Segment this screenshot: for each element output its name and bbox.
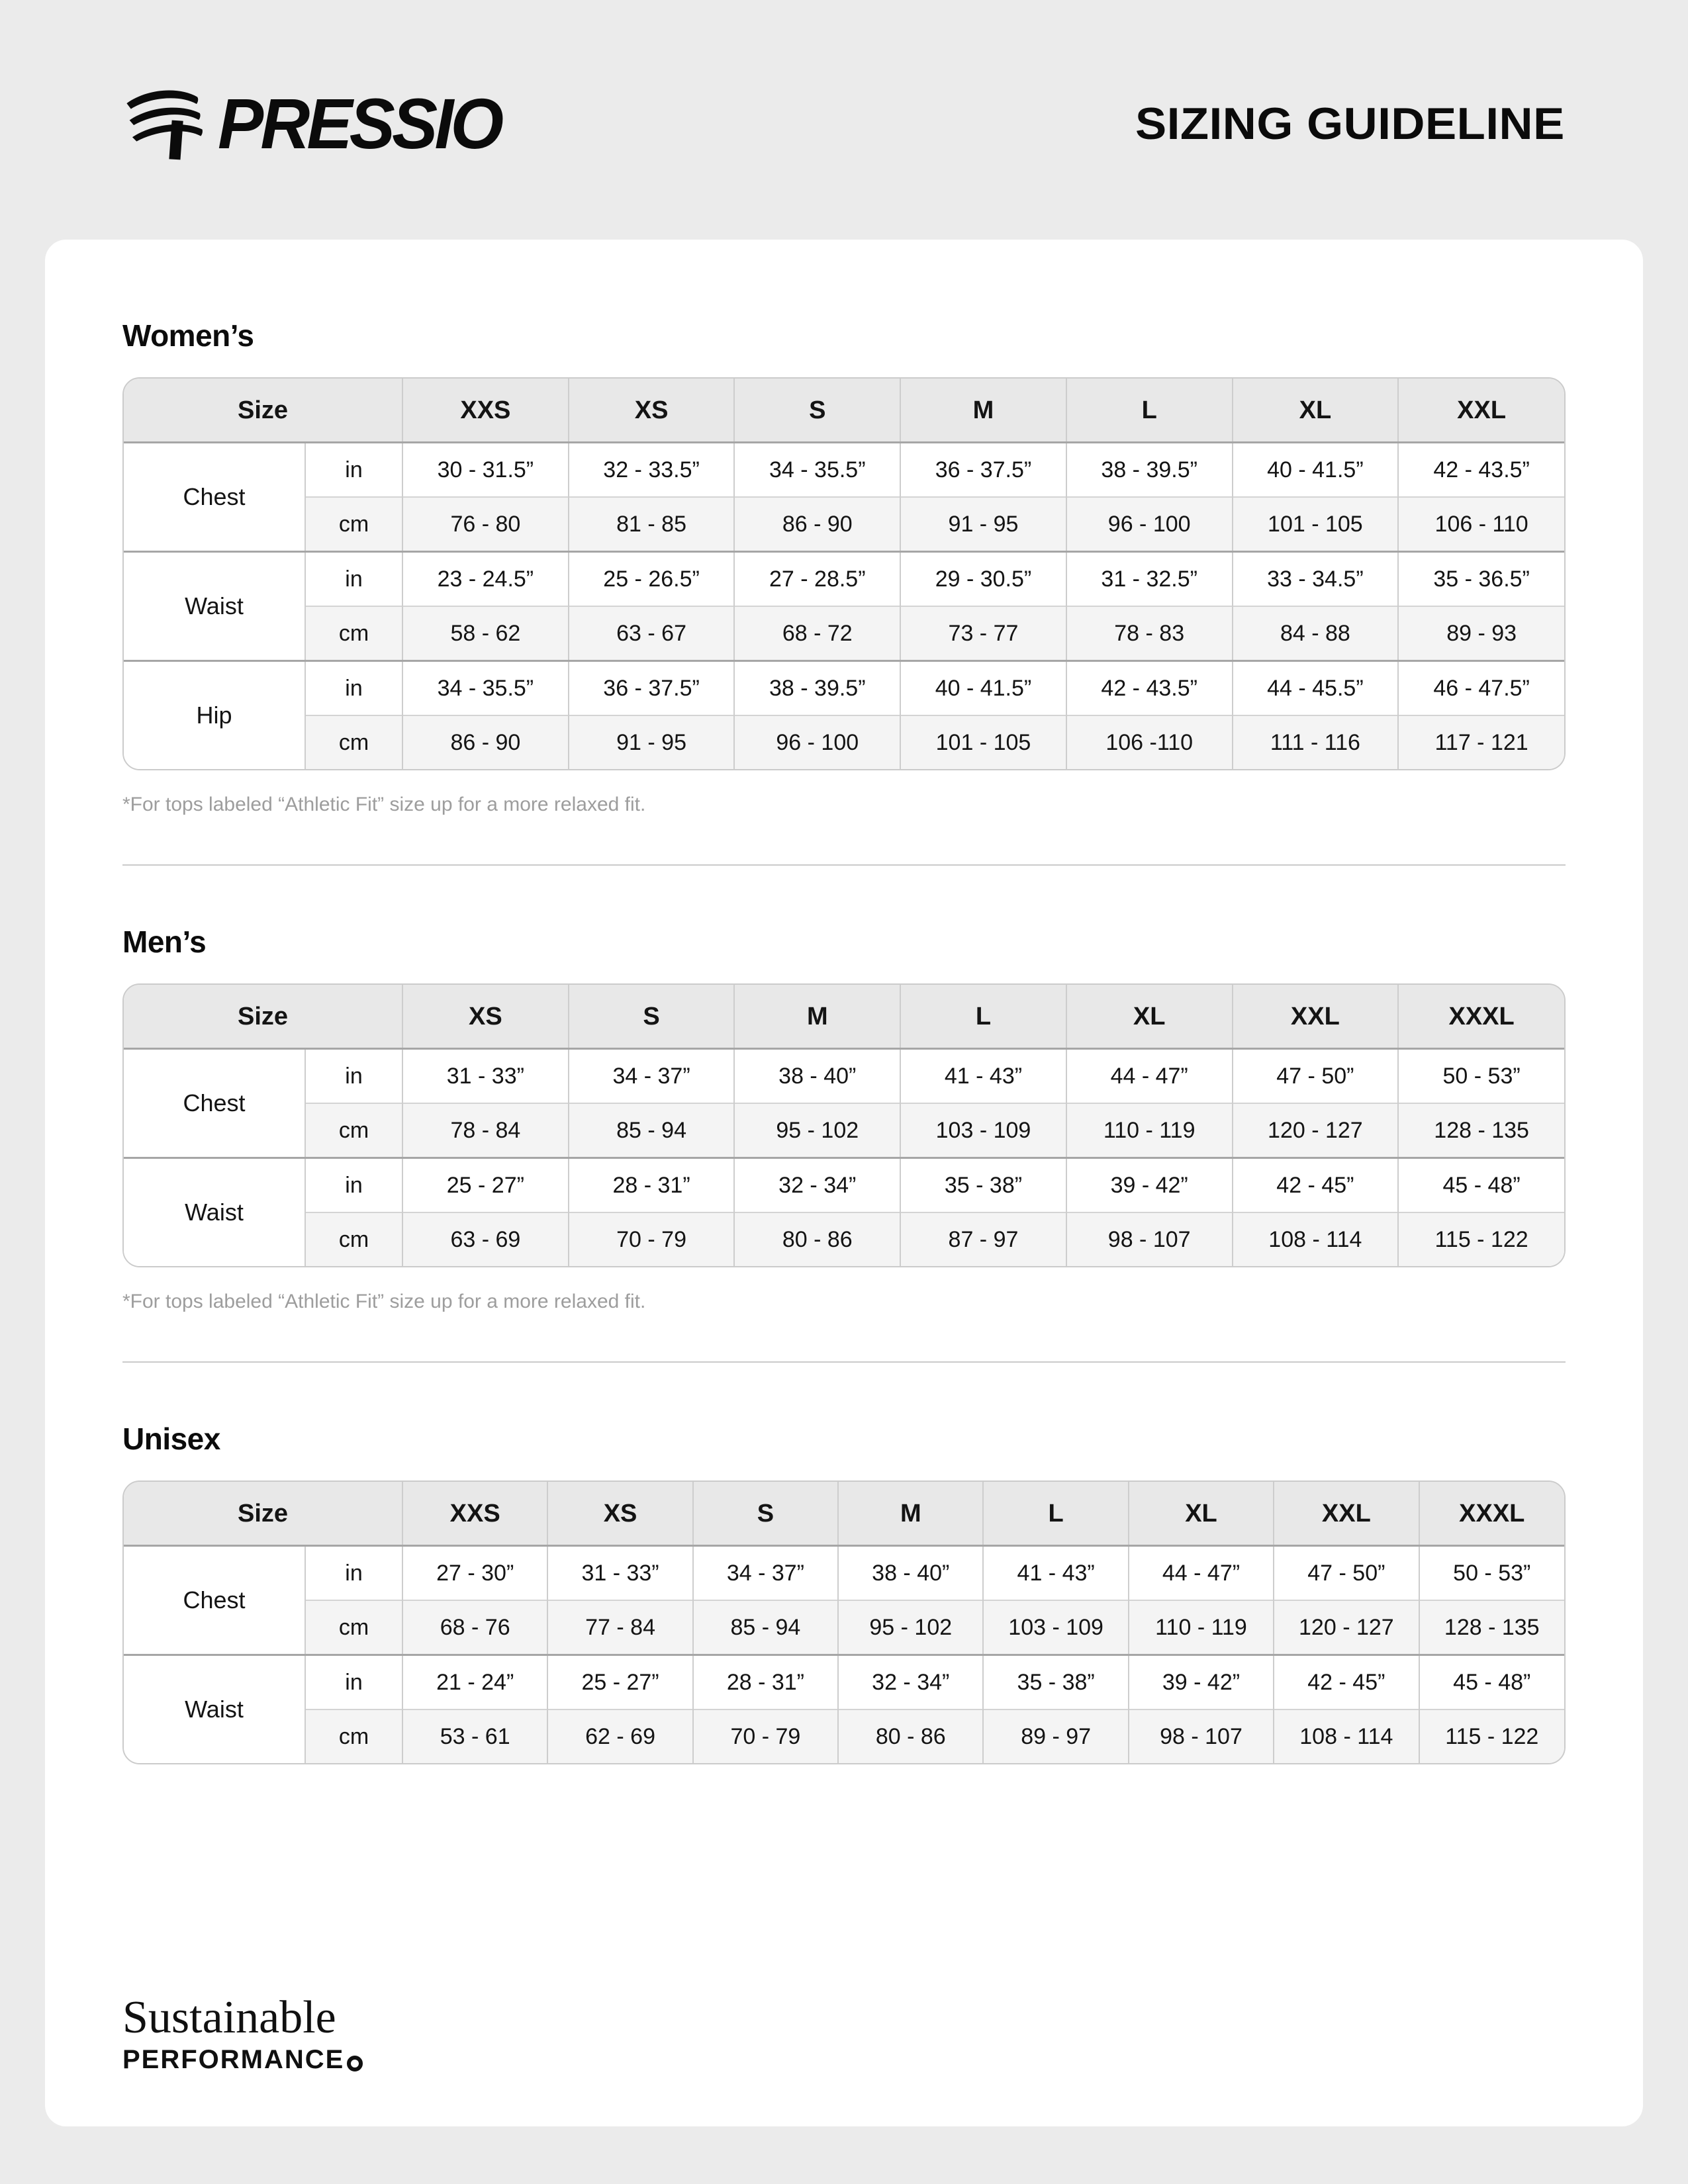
- unisex-size-table: [124, 1482, 1564, 1763]
- unit-label: in: [305, 1158, 402, 1213]
- section-heading-mens: Men’s: [122, 925, 207, 959]
- size-header-l: L: [983, 1482, 1128, 1546]
- cell-value: 45 - 48”: [1419, 1655, 1564, 1710]
- mens-footnote: *For tops labeled “Athletic Fit” size up for a more relaxed fit.: [122, 1291, 646, 1312]
- cell-value: 111 - 116: [1233, 715, 1399, 769]
- cell-value: 36 - 37.5”: [900, 443, 1066, 498]
- size-header-s: S: [693, 1482, 838, 1546]
- cell-value: 86 - 90: [402, 715, 569, 769]
- cell-value: 120 - 127: [1274, 1600, 1419, 1655]
- cell-value: 41 - 43”: [900, 1049, 1066, 1104]
- cell-value: 32 - 33.5”: [569, 443, 735, 498]
- size-header-xl: XL: [1129, 1482, 1274, 1546]
- unit-label: cm: [305, 1600, 402, 1655]
- cell-value: 115 - 122: [1419, 1709, 1564, 1763]
- cell-value: 76 - 80: [402, 497, 569, 552]
- cell-value: 58 - 62: [402, 606, 569, 661]
- cell-value: 95 - 102: [838, 1600, 983, 1655]
- cell-value: 38 - 40”: [838, 1546, 983, 1601]
- mens-table-wrap: [122, 983, 1566, 1267]
- cell-value: 39 - 42”: [1066, 1158, 1233, 1213]
- measurement-label-hip: Hip: [124, 661, 305, 770]
- cell-value: 34 - 35.5”: [734, 443, 900, 498]
- cell-value: 32 - 34”: [734, 1158, 900, 1213]
- cell-value: 32 - 34”: [838, 1655, 983, 1710]
- measurement-label-chest: Chest: [124, 1546, 305, 1655]
- cell-value: 30 - 31.5”: [402, 443, 569, 498]
- footer-logo-caps-text: PERFORMANCE: [122, 2045, 345, 2074]
- size-header-s: S: [569, 985, 735, 1049]
- unit-label: cm: [305, 1709, 402, 1763]
- size-header-l: L: [1066, 379, 1233, 443]
- cell-value: 95 - 102: [734, 1103, 900, 1158]
- size-column-header: Size: [124, 985, 402, 1049]
- womens-table-wrap: [122, 377, 1566, 770]
- cell-value: 50 - 53”: [1398, 1049, 1564, 1104]
- cell-value: 81 - 85: [569, 497, 735, 552]
- measurement-label-waist: Waist: [124, 1158, 305, 1267]
- cell-value: 50 - 53”: [1419, 1546, 1564, 1601]
- cell-value: 108 - 114: [1274, 1709, 1419, 1763]
- unit-label: in: [305, 1546, 402, 1601]
- page-title: SIZING GUIDELINE: [1135, 99, 1565, 149]
- size-column-header: Size: [124, 379, 402, 443]
- cell-value: 96 - 100: [734, 715, 900, 769]
- ring-icon: [347, 2056, 363, 2071]
- section-heading-womens: Women’s: [122, 318, 254, 353]
- cell-value: 44 - 47”: [1129, 1546, 1274, 1601]
- cell-value: 27 - 28.5”: [734, 552, 900, 607]
- size-header-xs: XS: [547, 1482, 692, 1546]
- size-header-xxxl: XXXL: [1398, 985, 1564, 1049]
- cell-value: 106 -110: [1066, 715, 1233, 769]
- cell-value: 38 - 39.5”: [734, 661, 900, 716]
- unit-label: cm: [305, 715, 402, 769]
- cell-value: 77 - 84: [547, 1600, 692, 1655]
- womens-footnote: *For tops labeled “Athletic Fit” size up for a more relaxed fit.: [122, 794, 646, 815]
- unit-label: in: [305, 552, 402, 607]
- size-header-xs: XS: [402, 985, 569, 1049]
- cell-value: 85 - 94: [569, 1103, 735, 1158]
- cell-value: 23 - 24.5”: [402, 552, 569, 607]
- cell-value: 25 - 27”: [402, 1158, 569, 1213]
- unisex-table-wrap: [122, 1480, 1566, 1764]
- cell-value: 31 - 33”: [402, 1049, 569, 1104]
- cell-value: 35 - 38”: [983, 1655, 1128, 1710]
- size-header-s: S: [734, 379, 900, 443]
- cell-value: 87 - 97: [900, 1212, 1066, 1266]
- cell-value: 98 - 107: [1066, 1212, 1233, 1266]
- size-column-header: Size: [124, 1482, 402, 1546]
- size-header-xxxl: XXXL: [1419, 1482, 1564, 1546]
- cell-value: 27 - 30”: [402, 1546, 547, 1601]
- brand-wordmark: PRESSIO: [218, 83, 501, 163]
- cell-value: 35 - 36.5”: [1398, 552, 1564, 607]
- cell-value: 31 - 33”: [547, 1546, 692, 1601]
- cell-value: 98 - 107: [1129, 1709, 1274, 1763]
- cell-value: 96 - 100: [1066, 497, 1233, 552]
- cell-value: 91 - 95: [569, 715, 735, 769]
- footer-logo: [122, 1992, 1566, 2074]
- cell-value: 42 - 43.5”: [1066, 661, 1233, 716]
- size-header-xxs: XXS: [402, 1482, 547, 1546]
- size-header-xxs: XXS: [402, 379, 569, 443]
- cell-value: 44 - 45.5”: [1233, 661, 1399, 716]
- cell-value: 73 - 77: [900, 606, 1066, 661]
- unit-label: cm: [305, 1103, 402, 1158]
- cell-value: 28 - 31”: [569, 1158, 735, 1213]
- unit-label: cm: [305, 497, 402, 552]
- cell-value: 36 - 37.5”: [569, 661, 735, 716]
- unit-label: in: [305, 661, 402, 716]
- cell-value: 35 - 38”: [900, 1158, 1066, 1213]
- cell-value: 33 - 34.5”: [1233, 552, 1399, 607]
- womens-size-table: [124, 379, 1564, 769]
- cell-value: 34 - 37”: [569, 1049, 735, 1104]
- cell-value: 68 - 72: [734, 606, 900, 661]
- cell-value: 89 - 97: [983, 1709, 1128, 1763]
- cell-value: 42 - 45”: [1274, 1655, 1419, 1710]
- measurement-label-waist: Waist: [124, 552, 305, 661]
- cell-value: 128 - 135: [1419, 1600, 1564, 1655]
- cell-value: 80 - 86: [734, 1212, 900, 1266]
- size-header-xs: XS: [569, 379, 735, 443]
- section-divider: [122, 864, 1566, 866]
- cell-value: 115 - 122: [1398, 1212, 1564, 1266]
- cell-value: 70 - 79: [569, 1212, 735, 1266]
- size-header-m: M: [900, 379, 1066, 443]
- measurement-label-chest: Chest: [124, 1049, 305, 1158]
- cell-value: 68 - 76: [402, 1600, 547, 1655]
- cell-value: 29 - 30.5”: [900, 552, 1066, 607]
- cell-value: 103 - 109: [900, 1103, 1066, 1158]
- cell-value: 110 - 119: [1066, 1103, 1233, 1158]
- cell-value: 78 - 84: [402, 1103, 569, 1158]
- cell-value: 38 - 39.5”: [1066, 443, 1233, 498]
- mens-size-table: [124, 985, 1564, 1266]
- unit-label: cm: [305, 1212, 402, 1266]
- cell-value: 40 - 41.5”: [1233, 443, 1399, 498]
- cell-value: 47 - 50”: [1233, 1049, 1399, 1104]
- size-header-l: L: [900, 985, 1066, 1049]
- section-divider: [122, 1361, 1566, 1363]
- cell-value: 80 - 86: [838, 1709, 983, 1763]
- unit-label: in: [305, 1655, 402, 1710]
- cell-value: 106 - 110: [1398, 497, 1564, 552]
- unit-label: cm: [305, 606, 402, 661]
- cell-value: 39 - 42”: [1129, 1655, 1274, 1710]
- cell-value: 47 - 50”: [1274, 1546, 1419, 1601]
- cell-value: 101 - 105: [1233, 497, 1399, 552]
- cell-value: 62 - 69: [547, 1709, 692, 1763]
- cell-value: 86 - 90: [734, 497, 900, 552]
- cell-value: 41 - 43”: [983, 1546, 1128, 1601]
- cell-value: 38 - 40”: [734, 1049, 900, 1104]
- brand-logo: [122, 85, 512, 163]
- cell-value: 91 - 95: [900, 497, 1066, 552]
- cell-value: 128 - 135: [1398, 1103, 1564, 1158]
- cell-value: 108 - 114: [1233, 1212, 1399, 1266]
- cell-value: 44 - 47”: [1066, 1049, 1233, 1104]
- cell-value: 42 - 43.5”: [1398, 443, 1564, 498]
- cell-value: 85 - 94: [693, 1600, 838, 1655]
- measurement-label-waist: Waist: [124, 1655, 305, 1764]
- size-header-xxl: XXL: [1398, 379, 1564, 443]
- cell-value: 84 - 88: [1233, 606, 1399, 661]
- cell-value: 25 - 27”: [547, 1655, 692, 1710]
- size-header-xl: XL: [1066, 985, 1233, 1049]
- cell-value: 31 - 32.5”: [1066, 552, 1233, 607]
- cell-value: 45 - 48”: [1398, 1158, 1564, 1213]
- cell-value: 34 - 37”: [693, 1546, 838, 1601]
- pressio-wing-icon: [122, 85, 207, 163]
- cell-value: 46 - 47.5”: [1398, 661, 1564, 716]
- unit-label: in: [305, 1049, 402, 1104]
- measurement-label-chest: Chest: [124, 443, 305, 552]
- cell-value: 25 - 26.5”: [569, 552, 735, 607]
- cell-value: 21 - 24”: [402, 1655, 547, 1710]
- cell-value: 70 - 79: [693, 1709, 838, 1763]
- cell-value: 63 - 67: [569, 606, 735, 661]
- size-header-xl: XL: [1233, 379, 1399, 443]
- cell-value: 120 - 127: [1233, 1103, 1399, 1158]
- cell-value: 89 - 93: [1398, 606, 1564, 661]
- cell-value: 63 - 69: [402, 1212, 569, 1266]
- cell-value: 40 - 41.5”: [900, 661, 1066, 716]
- size-header-m: M: [838, 1482, 983, 1546]
- cell-value: 42 - 45”: [1233, 1158, 1399, 1213]
- unit-label: in: [305, 443, 402, 498]
- cell-value: 103 - 109: [983, 1600, 1128, 1655]
- size-header-m: M: [734, 985, 900, 1049]
- cell-value: 53 - 61: [402, 1709, 547, 1763]
- cell-value: 28 - 31”: [693, 1655, 838, 1710]
- cell-value: 110 - 119: [1129, 1600, 1274, 1655]
- section-heading-unisex: Unisex: [122, 1422, 220, 1456]
- cell-value: 78 - 83: [1066, 606, 1233, 661]
- footer-logo-line1: Sustainable: [122, 1992, 336, 2043]
- cell-value: 117 - 121: [1398, 715, 1564, 769]
- footer-logo-line2: [122, 2046, 1566, 2073]
- cell-value: 101 - 105: [900, 715, 1066, 769]
- page-header: [122, 74, 1565, 173]
- cell-value: 34 - 35.5”: [402, 661, 569, 716]
- content-card: [45, 240, 1643, 2126]
- size-header-xxl: XXL: [1233, 985, 1399, 1049]
- size-header-xxl: XXL: [1274, 1482, 1419, 1546]
